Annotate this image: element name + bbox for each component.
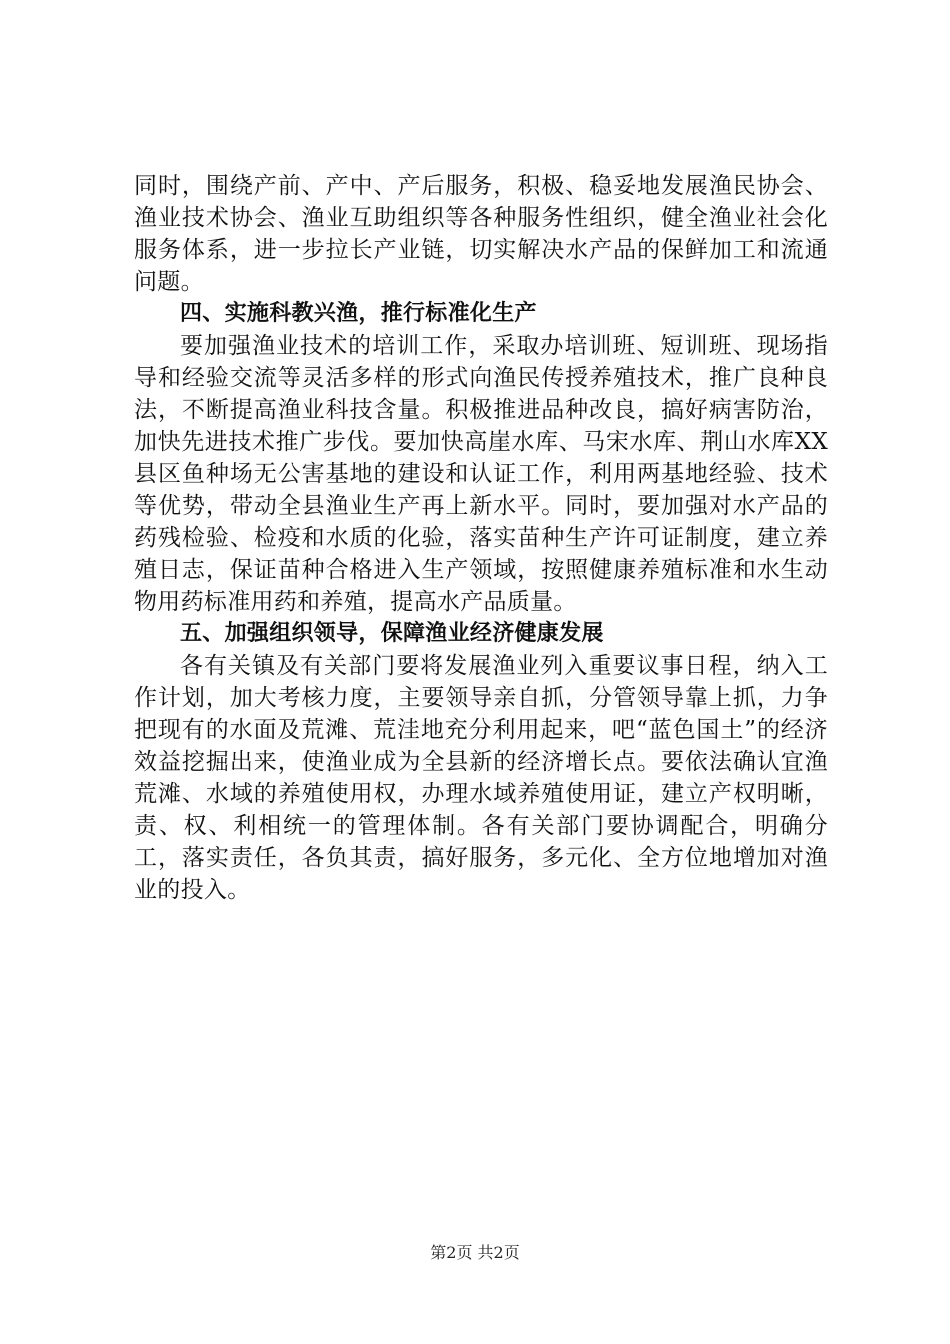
section-heading-5: 五、加强组织领导，保障渔业经济健康发展 — [180, 621, 604, 646]
body-paragraph-2: 要加强渔业技术的培训工作，采取办培训班、短训班、现场指导和经验交流等灵活多样的形式向渔民传授养殖技术，推广良种良法，不断提高渔业科技含量。积极推进品种改良，搞好病害防治，加快先进技术推广步伐。要加快高崖水库、马宋水库、荆山水库XX县区鱼种场无公害基地的建设和认证工作，利用两基地经验、技术等优势，带动全县渔业生产再上新水平。同时，要加强对水产品的药残检验、检疫和水质的化验，落实苗种生产许可证制度，建立养殖日志，保证苗种合格进入生产领域，按照健康养殖标准和水生动物用药标准用药和养殖，提高水产品质量。 — [134, 333, 828, 615]
document-body — [134, 170, 828, 906]
section-heading-4: 四、实施科教兴渔，推行标准化生产 — [180, 301, 537, 326]
body-paragraph-1: 同时，围绕产前、产中、产后服务，积极、稳妥地发展渔民协会、渔业技术协会、渔业互助组织等各种服务性组织，健全渔业社会化服务体系，进一步拉长产业链，切实解决水产品的保鲜加工和流通问题。 — [134, 173, 828, 295]
body-paragraph-3: 各有关镇及有关部门要将发展渔业列入重要议事日程，纳入工作计划，加大考核力度，主要领导亲自抓，分管领导靠上抓，力争把现有的水面及荒滩、荒洼地充分利用起来，吧“蓝色国土”的经济效益挖掘出来，使渔业成为全县新的经济增长点。要依法确认宜渔荒滩、水域的养殖使用权，办理水域养殖使用证，建立产权明晰，责、权、利相统一的管理体制。各有关部门要协调配合，明确分工，落实责任，各负其责，搞好服务，多元化、全方位地增加对渔业的投入。 — [134, 653, 828, 903]
page-footer: 第2页 共2页 — [430, 1243, 520, 1262]
